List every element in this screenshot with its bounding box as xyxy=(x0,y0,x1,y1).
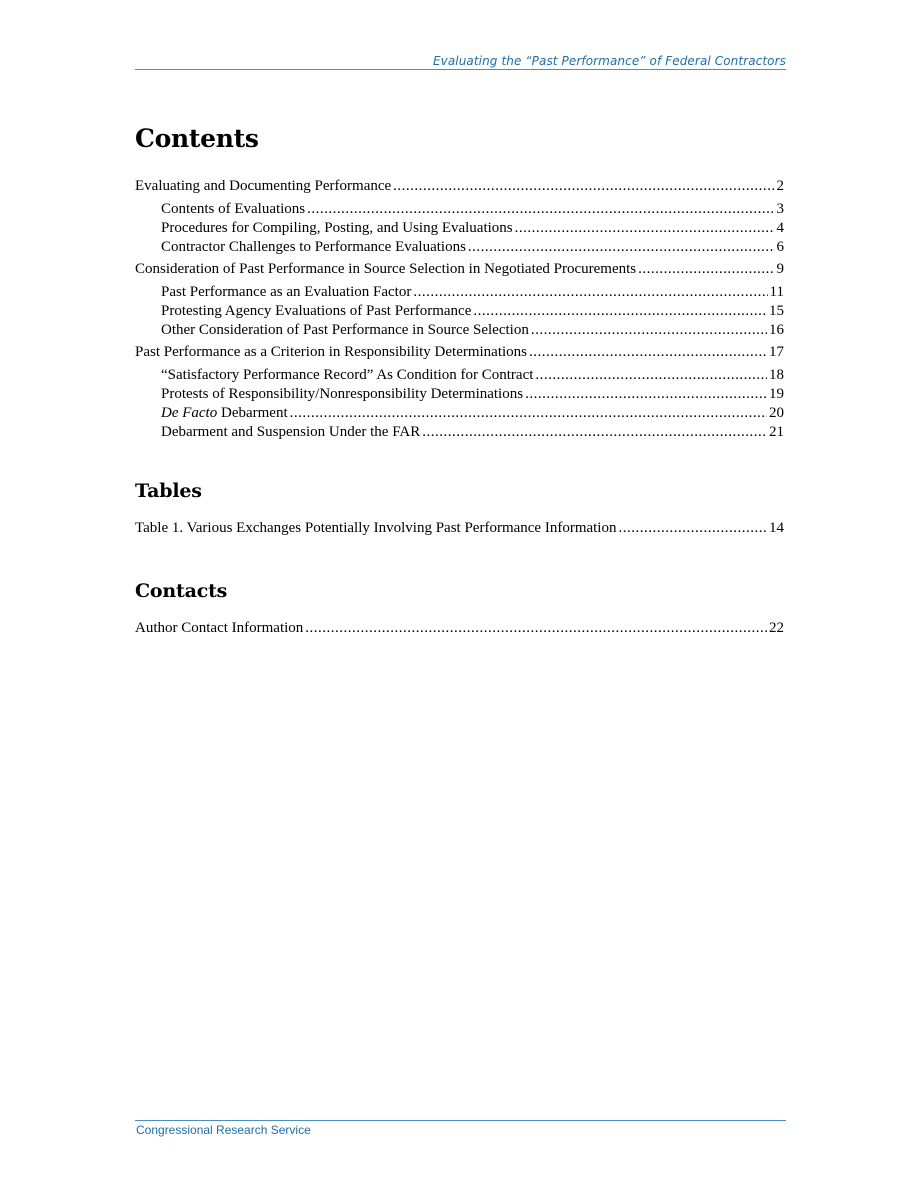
dot-leader xyxy=(468,238,775,257)
dot-leader xyxy=(525,385,767,404)
toc-entry[interactable] xyxy=(161,423,784,442)
dot-leader xyxy=(535,366,767,385)
toc-entry-page: 21 xyxy=(769,424,784,440)
toc-entry[interactable] xyxy=(135,343,784,362)
toc-entry[interactable] xyxy=(161,385,784,404)
dot-leader xyxy=(618,519,767,538)
contents-heading: Contents xyxy=(135,124,259,153)
toc-entry-label: Past Performance as an Evaluation Factor xyxy=(161,284,412,300)
dot-leader xyxy=(473,302,767,321)
running-header: Evaluating the “Past Performance” of Federal Contractors xyxy=(432,54,786,68)
toc-entry-page: 6 xyxy=(776,239,784,255)
toc-entry-label: “Satisfactory Performance Record” As Condition for Contract xyxy=(161,367,534,383)
toc-entry-label: Author Contact Information xyxy=(135,620,304,636)
toc-entry-page: 18 xyxy=(769,367,784,383)
tables-heading: Tables xyxy=(135,480,202,502)
toc-entry-label: Contents of Evaluations xyxy=(161,201,306,217)
toc-entry-page: 14 xyxy=(769,520,784,536)
toc-entry-page: 4 xyxy=(776,220,784,236)
toc-entry-page: 22 xyxy=(769,620,784,636)
dot-leader xyxy=(393,177,774,196)
toc-entry[interactable] xyxy=(135,519,784,538)
dot-leader xyxy=(515,219,775,238)
toc-entry-label: Protests of Responsibility/Nonresponsibility Determinations xyxy=(161,386,524,402)
dot-leader xyxy=(529,343,767,362)
toc-entry-page: 20 xyxy=(769,405,784,421)
footer-organization: Congressional Research Service xyxy=(136,1123,311,1137)
toc-entry[interactable] xyxy=(135,619,784,638)
dot-leader xyxy=(422,423,767,442)
toc-entry-page: 11 xyxy=(769,284,784,300)
toc-entry[interactable] xyxy=(161,302,784,321)
toc-entry[interactable] xyxy=(161,404,784,423)
toc-entry-label: Other Consideration of Past Performance in Source Selection xyxy=(161,322,529,338)
toc-entry-label-italic: De Facto xyxy=(161,405,218,421)
dot-leader xyxy=(531,321,767,340)
toc-entry[interactable] xyxy=(161,366,784,385)
toc-entry-label: Table 1. Various Exchanges Potentially Involving Past Performance Information xyxy=(135,520,617,536)
toc-entry-label: Procedures for Compiling, Posting, and Using Evaluations xyxy=(161,220,513,236)
toc-entry[interactable] xyxy=(161,200,784,219)
toc-entry-label: Debarment and Suspension Under the FAR xyxy=(161,424,421,440)
toc-entry[interactable] xyxy=(135,177,784,196)
toc-entry[interactable] xyxy=(161,321,784,340)
contacts-heading: Contacts xyxy=(135,580,228,602)
toc-entry-label-rest: Debarment xyxy=(217,405,288,421)
toc-entry[interactable] xyxy=(161,283,784,302)
toc-entry-label xyxy=(161,404,288,423)
dot-leader xyxy=(307,200,774,219)
toc-entry-label: Protesting Agency Evaluations of Past Performance xyxy=(161,303,472,319)
dot-leader xyxy=(413,283,767,302)
toc-entry-label: Past Performance as a Criterion in Responsibility Determinations xyxy=(135,344,528,360)
toc-entry-page: 17 xyxy=(769,344,784,360)
header-divider xyxy=(135,69,786,70)
toc-entry-page: 3 xyxy=(776,201,784,217)
toc-entry-page: 15 xyxy=(769,303,784,319)
toc-entry[interactable] xyxy=(161,219,784,238)
toc-entry-page: 19 xyxy=(769,386,784,402)
footer-divider xyxy=(135,1120,786,1121)
toc-entry[interactable] xyxy=(161,238,784,257)
toc-entry-page: 2 xyxy=(776,178,784,194)
toc-entry-label: Contractor Challenges to Performance Evaluations xyxy=(161,239,466,255)
toc-entry[interactable] xyxy=(135,260,784,279)
dot-leader xyxy=(305,619,767,638)
dot-leader xyxy=(638,260,774,279)
toc-entry-label: Consideration of Past Performance in Source Selection in Negotiated Procurements xyxy=(135,261,637,277)
dot-leader xyxy=(290,404,767,423)
toc-entry-page: 9 xyxy=(776,261,784,277)
toc-entry-label: Evaluating and Documenting Performance xyxy=(135,178,392,194)
toc-entry-page: 16 xyxy=(769,322,784,338)
